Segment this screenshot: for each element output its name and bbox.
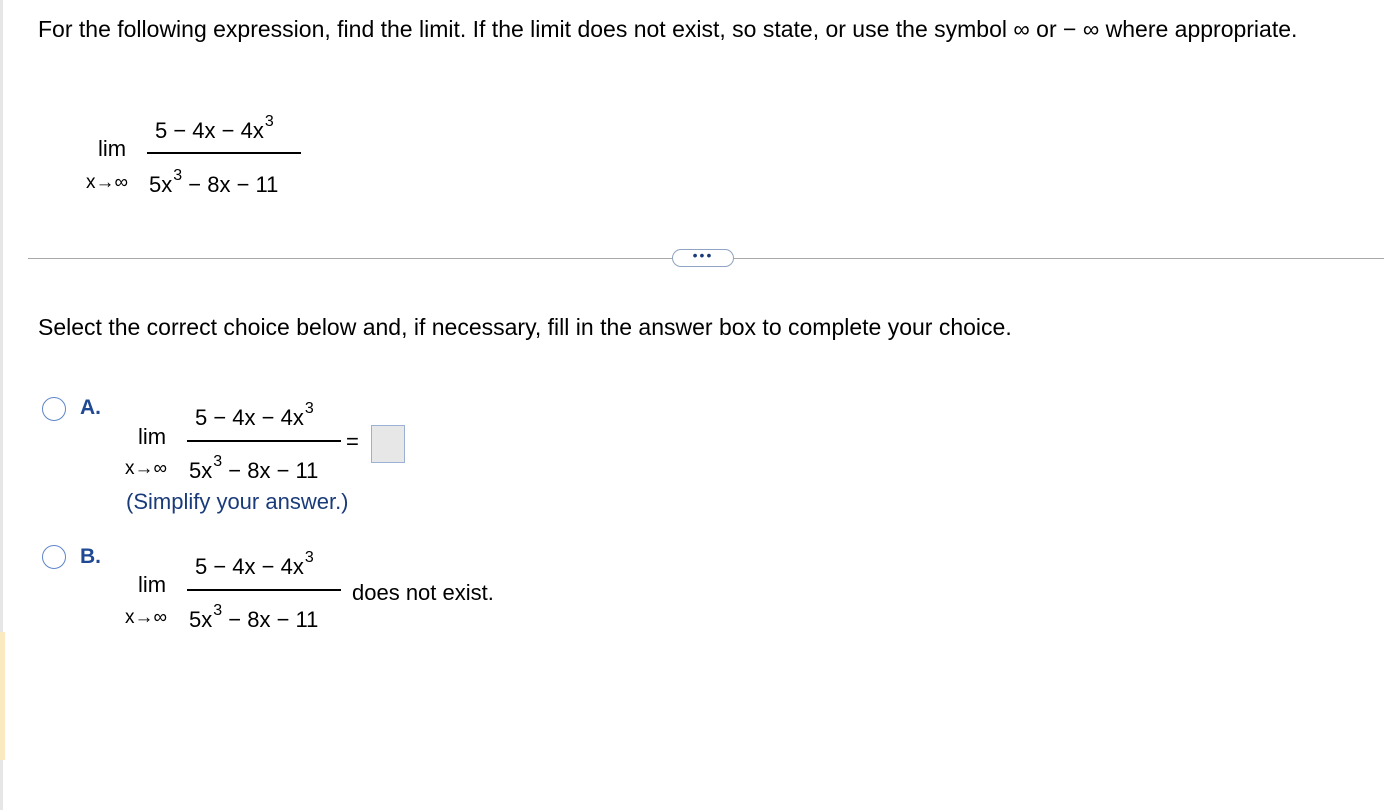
equals-sign: = (346, 429, 359, 454)
numerator: $5 - 4x - 4x^3$ (155, 113, 274, 143)
lim-subscript: x→∞ (86, 172, 129, 193)
choice-b-letter: B. (80, 545, 101, 568)
choice-b-numerator: $5 - 4x - 4x^3$ (195, 549, 314, 579)
choice-b-lim-label: lim (138, 572, 167, 597)
choice-a-radio[interactable] (42, 397, 66, 421)
left-highlight-strip (0, 632, 5, 760)
choice-b-fraction-bar (187, 589, 341, 591)
denominator: $5x^3 - 8x - 11$ (149, 167, 279, 197)
simplify-hint: (Simplify your answer.) (126, 489, 349, 514)
choice-a-lim-label: lim (138, 424, 167, 449)
choice-b-radio[interactable] (42, 545, 66, 569)
choice-a-fraction-bar (187, 440, 341, 442)
question-text: For the following expression, find the limit. If the limit does not exist, so state, or use the symbol ∞ or − ∞ where appropriate. (38, 16, 1298, 42)
choice-b-denominator: $5x^3 - 8x - 11$ (189, 602, 319, 632)
choice-a-denominator: $5x^3 - 8x - 11$ (189, 453, 319, 483)
lim-label: lim (98, 136, 127, 161)
instruction-text: Select the correct choice below and, if necessary, fill in the answer box to complete your choice. (38, 314, 1012, 340)
choice-b-lim-subscript: x→∞ (125, 607, 168, 628)
answer-input-box[interactable] (371, 425, 405, 463)
choice-a-letter: A. (80, 396, 101, 419)
fraction-bar (147, 152, 301, 154)
more-button[interactable]: ••• (672, 249, 734, 267)
choice-a-lim-subscript: x→∞ (125, 458, 168, 479)
choice-a-numerator: $5 - 4x - 4x^3$ (195, 400, 314, 430)
does-not-exist-label: does not exist. (352, 580, 494, 605)
